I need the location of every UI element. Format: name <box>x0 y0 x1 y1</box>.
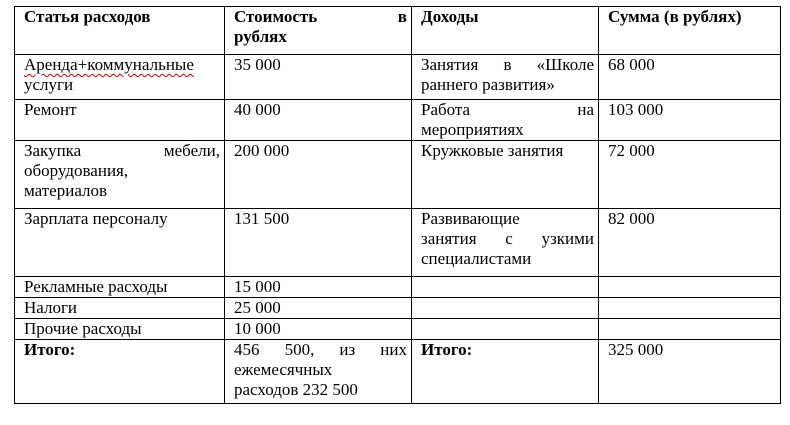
income-cell: Занятия в «Школе раннего развития» <box>412 55 599 100</box>
expense-cell: Рекламные расходы <box>15 277 225 298</box>
header-expense-item: Статья расходов <box>15 7 225 55</box>
amount-cell: 82 000 <box>599 209 781 277</box>
amount-cell <box>599 319 781 340</box>
document-page <box>14 6 781 404</box>
cost-cell: 40 000 <box>225 100 412 141</box>
totals-row <box>15 340 781 404</box>
budget-table <box>14 6 781 404</box>
table-row <box>15 100 781 141</box>
amount-cell: 68 000 <box>599 55 781 100</box>
expense-cell: Аренда+коммунальные услуги <box>15 55 225 100</box>
amount-cell <box>599 298 781 319</box>
cost-cell: 200 000 <box>225 141 412 209</box>
cost-cell: 131 500 <box>225 209 412 277</box>
income-cell: Работа на мероприятиях <box>412 100 599 141</box>
table-row <box>15 209 781 277</box>
table-row <box>15 55 781 100</box>
cost-total-cell: 456 500, из них ежемесячных расходов 232 500 <box>225 340 412 404</box>
table-row <box>15 319 781 340</box>
income-cell <box>412 319 599 340</box>
cost-cell: 35 000 <box>225 55 412 100</box>
header-cost: Стоимость в рублях <box>225 7 412 55</box>
expense-cell: Зарплата персоналу <box>15 209 225 277</box>
expense-total-label: Итого: <box>15 340 225 404</box>
expense-cell: Прочие расходы <box>15 319 225 340</box>
table-row <box>15 298 781 319</box>
table-row <box>15 141 781 209</box>
income-cell: Развивающие занятия с узкими специалистами <box>412 209 599 277</box>
income-cell: Кружковые занятия <box>412 141 599 209</box>
header-amount: Сумма (в рублях) <box>599 7 781 55</box>
amount-cell <box>599 277 781 298</box>
expense-cell: Закупка мебели, оборудования, материалов <box>15 141 225 209</box>
income-cell <box>412 277 599 298</box>
expense-cell: Ремонт <box>15 100 225 141</box>
amount-total-cell: 325 000 <box>599 340 781 404</box>
amount-cell: 72 000 <box>599 141 781 209</box>
header-income: Доходы <box>412 7 599 55</box>
cost-cell: 15 000 <box>225 277 412 298</box>
table-header-row <box>15 7 781 55</box>
table-row <box>15 277 781 298</box>
income-cell <box>412 298 599 319</box>
amount-cell: 103 000 <box>599 100 781 141</box>
cost-cell: 10 000 <box>225 319 412 340</box>
cost-cell: 25 000 <box>225 298 412 319</box>
spellcheck-flagged-text: Аренда+коммунальные <box>24 55 194 74</box>
expense-cell: Налоги <box>15 298 225 319</box>
income-total-label: Итого: <box>412 340 599 404</box>
